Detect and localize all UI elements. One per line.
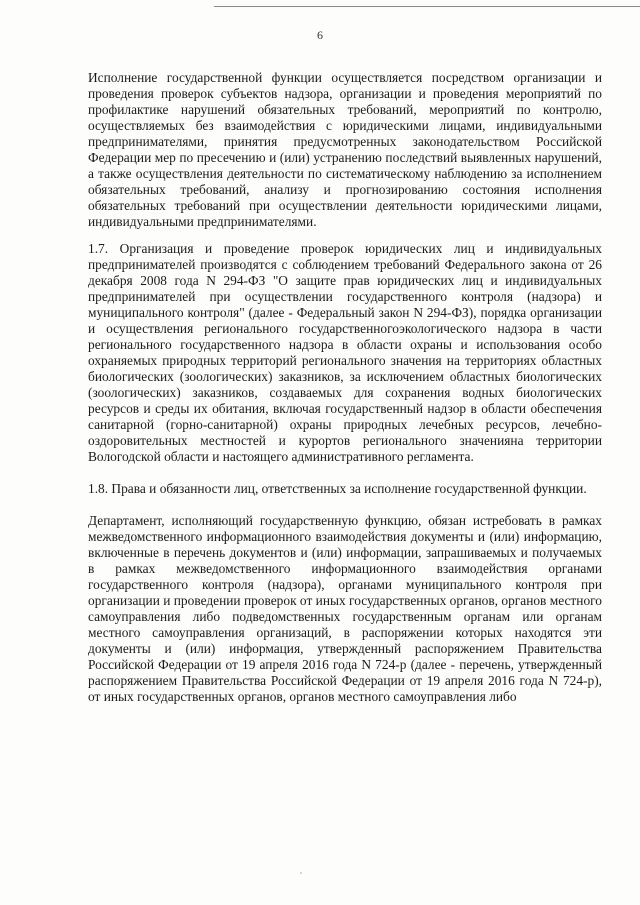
scan-speck [300,872,302,874]
paragraph-department-obligations: Департамент, исполняющий государственную функцию, обязан истребовать в рамках межведомственного информационного взаимодействия документы и (или) информацию, включенные в перечень документов и (или) информации, запрашиваемых и получаемых в рамках межведомственного информационного взаимодействия органами государственного контроля (надзора), органами муниципального контроля при организации и проведении проверок от иных государственных органов, органов местного самоуправления либо подведомственных государственным органам или органам местного самоуправления организаций, в распоряжении которых находятся эти документы и (или) информация, утвержденный распоряжением Правительства Российской Федерации от 19 апреля 2016 года N 724-р (далее - перечень, утвержденный распоряжением Правительства Российской Федерации от 19 апреля 2016 года N 724-р), от иных государственных органов, органов местного самоуправления либо [88,513,602,704]
paragraph-1-7-inspections: 1.7. Организация и проведение проверок юридических лиц и индивидуальных предпринимателей производятся с соблюдением требований Федерального закона от 26 декабря 2008 года N 294-ФЗ "О защите прав юридических лиц и индивидуальных предпринимателей при осуществлении государственного контроля (надзора) и муниципального контроля" (далее - Федеральный закон N 294-ФЗ), порядка организации и осуществления регионального государственногоэкологического надзора в части регионального государственного надзора в области охраны и использования особо охраняемых природных территорий регионального значения на территориях областных биологических (зоологических) заказников, за исключением областных биологических (зоологических) заказников, создаваемых для сохранения водных биологических ресурсов и среды их обитания, включая государственный надзор в области обеспечения санитарной (горно-санитарной) охраны природных лечебных ресурсов, лечебно-оздоровительных местностей и курортов регионального значенияна территории Вологодской области и настоящего административного регламента. [88,241,602,464]
top-edge-line [214,6,640,7]
paragraph-1-8-rights-heading: 1.8. Права и обязанности лиц, ответственных за исполнение государственной функции. [88,481,587,496]
page-number: 6 [317,28,323,42]
document-body [88,70,602,705]
paragraph-function-execution: Исполнение государственной функции осуществляется посредством организации и проведения проверок субъектов надзора, организации и проведения мероприятий по профилактике нарушений обязательных требований, мероприятий по контролю, осуществляемых без взаимодействия с юридическими лицами, индивидуальными предпринимателями, принятия предусмотренных законодательством Российской Федерации мер по пресечению и (или) устранению последствий выявленных нарушений, а также осуществления деятельности по систематическому наблюдению за исполнением обязательных требований, анализу и прогнозированию состояния исполнения обязательных требований при осуществлении деятельности юридическими лицами, индивидуальными предпринимателями. [88,70,602,229]
